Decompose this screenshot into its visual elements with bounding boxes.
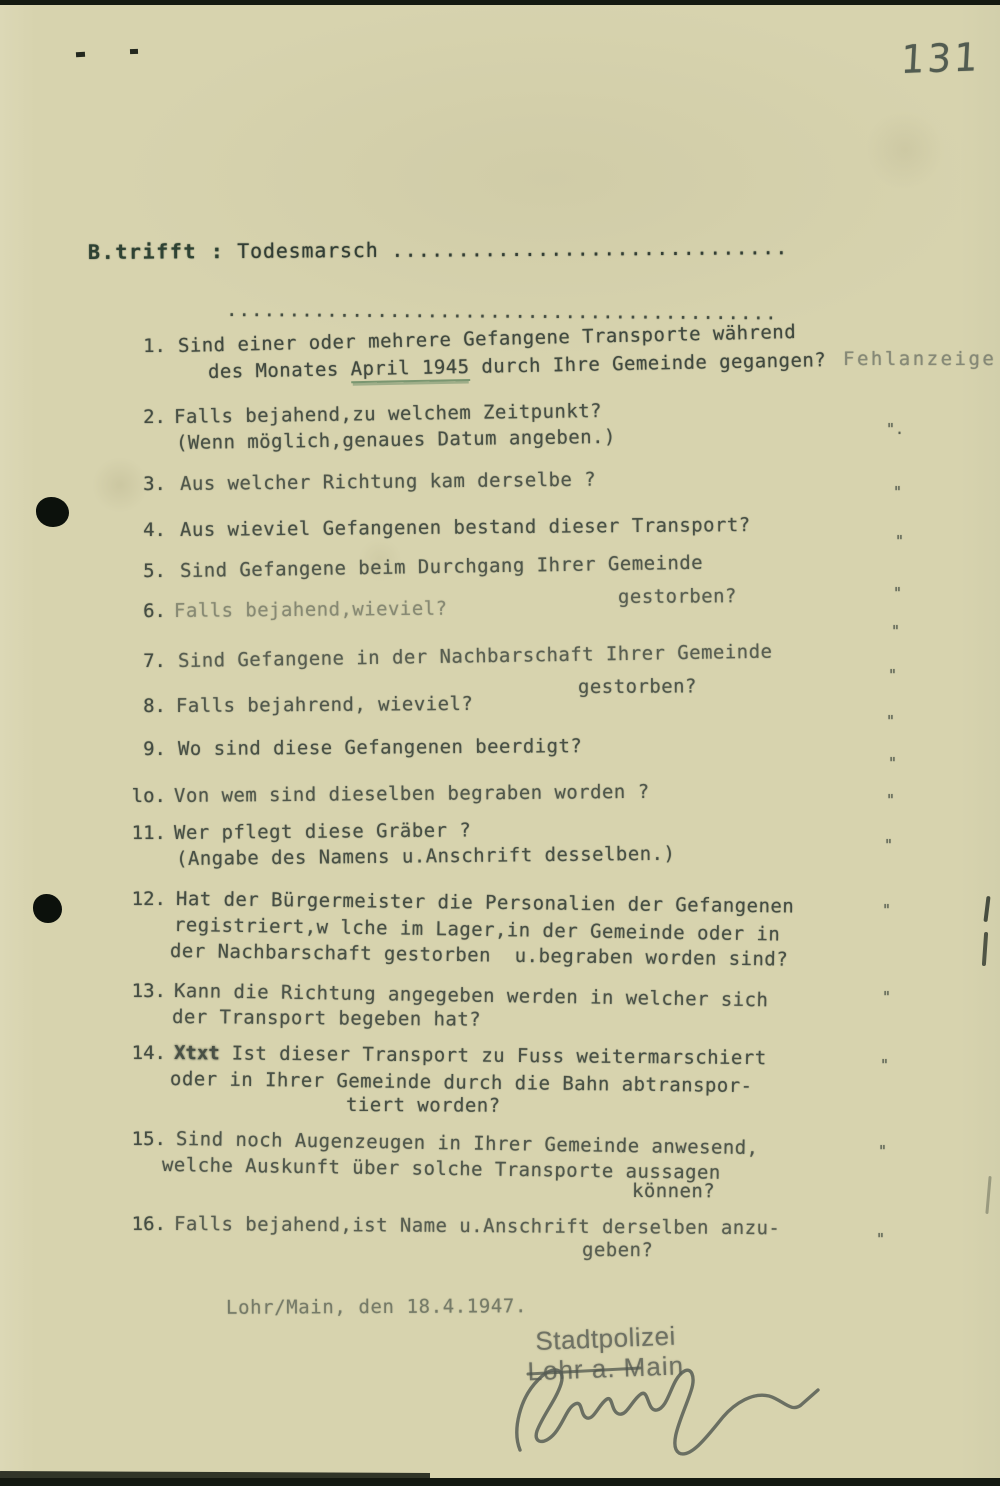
question-line: Von wem sind dieselben begraben worden ?: [173, 780, 650, 807]
question-number: 5.: [143, 560, 166, 582]
question-line: Falls bejahend,zu welchem Zeitpunkt?: [173, 400, 603, 428]
question-line: (Angabe des Namens u.Anschrift desselben.): [175, 842, 676, 870]
question-number: 4.: [143, 519, 166, 541]
stamp-line-1: Stadtpolizei: [534, 1320, 677, 1356]
question-line: Xtxt Ist dieser Transport zu Fuss weitermarschiert: [173, 1042, 767, 1070]
question-line: gestorben?: [577, 675, 697, 698]
ditto-mark: ": [891, 622, 901, 640]
ditto-mark: ": [893, 584, 903, 602]
punch-hole-bottom: [33, 894, 62, 923]
ink-dash: [130, 49, 138, 54]
question-line: Kann die Richtung angegeben werden in welcher sich: [173, 980, 769, 1012]
place-date-line: Lohr/Main, den 18.4.1947.: [225, 1295, 528, 1319]
question-text: [169, 1040, 767, 1118]
question-row: [126, 886, 795, 971]
question-number: 8.: [143, 695, 166, 717]
nil-report-note: Fehlanzeige: [843, 348, 997, 370]
question-text: [174, 693, 473, 719]
question-text: [174, 820, 675, 872]
question-line: Aus wieviel Gefangenen bestand dieser Transport?: [179, 514, 751, 541]
question-text: [174, 468, 597, 497]
question-number: 2.: [143, 406, 166, 428]
question-number: 14.: [131, 1042, 166, 1064]
scan-edge-top: [0, 0, 1000, 5]
ditto-mark: ": [882, 901, 892, 919]
margin-ink-mark: [982, 932, 988, 966]
question-line: Falls bejahend,ist Name u.Anschrift derselben anzu-: [173, 1213, 781, 1240]
ditto-mark: ": [886, 791, 896, 809]
question-row: [126, 736, 582, 762]
question-row: [126, 400, 617, 456]
question-row: [126, 820, 675, 872]
question-line: Wo sind diese Gefangenen beerdigt?: [177, 735, 583, 760]
question-row: [126, 1040, 767, 1118]
page-number: 131: [899, 34, 982, 83]
question-row: [126, 514, 751, 543]
question-number: 16.: [131, 1213, 166, 1235]
question-number: 1.: [143, 335, 166, 357]
police-stamp: [527, 1320, 685, 1387]
question-line: Sind Gefangene in der Nachbarschaft Ihrer Gemeinde: [177, 640, 773, 672]
punch-hole-top: [36, 497, 69, 527]
question-line: Falls bejahend,wieviel?: [173, 597, 448, 622]
question-row: [126, 320, 827, 385]
question-text: [174, 320, 827, 385]
question-line: der Nachbarschaft gestorben u.begraben worden sind?: [169, 940, 789, 971]
question-number: 15.: [131, 1128, 166, 1150]
question-row: [126, 693, 473, 719]
question-row: [126, 780, 650, 809]
ditto-mark: ": [884, 836, 894, 854]
margin-ink-mark: [985, 1176, 991, 1214]
stamp-line-2: Lohr a. Main: [527, 1350, 685, 1387]
question-line: können?: [631, 1180, 716, 1203]
ink-dash: [76, 52, 85, 57]
question-text: [173, 400, 617, 456]
question-line: gestorben?: [617, 585, 737, 608]
ditto-mark: ": [880, 1056, 890, 1074]
subject-line: [88, 235, 789, 264]
question-line: Sind noch Augenzeugen in Ihrer Gemeinde anwesend,: [175, 1128, 759, 1160]
question-text: [171, 978, 769, 1031]
subject-label: B.trifft :: [87, 239, 225, 264]
question-text: [174, 598, 447, 624]
ditto-mark: ": [895, 532, 905, 550]
underlined-text: April 1945: [350, 356, 469, 383]
question-number: 13.: [131, 980, 166, 1002]
question-number: lo.: [131, 785, 166, 807]
question-text: [174, 514, 751, 543]
question-row: [126, 1211, 780, 1263]
scan-edge-bottom-left: [0, 1471, 430, 1482]
ditto-mark: ": [876, 1230, 886, 1248]
question-text: [161, 1126, 759, 1204]
question-line: Sind einer oder mehrere Gefangene Transporte während: [177, 320, 797, 357]
question-line: Hat der Bürgermeister die Personalien der Gefangenen: [175, 888, 795, 918]
struck-out-text: Xtxt: [173, 1042, 220, 1065]
question-line: welche Auskunft über solche Transporte aussagen: [161, 1154, 721, 1184]
question-line: Sind Gefangene beim Durchgang Ihrer Gemeinde: [179, 551, 704, 582]
question-number: 12.: [131, 888, 166, 910]
question-number: 11.: [131, 822, 166, 844]
question-row: [126, 1126, 759, 1204]
question-number: 9.: [143, 738, 166, 760]
question-line: geben?: [581, 1239, 654, 1262]
question-text: [174, 736, 582, 762]
question-number: 7.: [143, 650, 166, 672]
dotted-fill-line-2: ............................................: [225, 299, 778, 325]
question-text: [169, 886, 795, 971]
ditto-mark: ".: [886, 420, 905, 438]
ditto-mark: ": [886, 712, 896, 730]
margin-ink-mark: [983, 896, 990, 922]
question-line: registriert,w lche im Lager,in der Gemeinde oder in: [173, 914, 781, 946]
question-line: (Wenn möglich,genaues Datum angeben.): [175, 425, 617, 454]
ditto-mark: ": [882, 988, 892, 1006]
question-row: [126, 468, 597, 497]
question-line: oder in Ihrer Gemeinde durch die Bahn abtranspor-: [169, 1068, 753, 1098]
question-row: [126, 978, 768, 1030]
question-row: [126, 598, 447, 624]
question-text: [173, 780, 650, 809]
question-line: Aus welcher Richtung kam derselbe ?: [179, 468, 597, 495]
dotted-fill-line: ..............................: [391, 235, 789, 262]
question-number: 6.: [143, 600, 166, 622]
ditto-mark: ": [888, 666, 898, 684]
question-number: 3.: [143, 473, 166, 495]
question-line: der Transport begeben hat?: [171, 1006, 482, 1031]
subject-title: Todesmarsch: [237, 237, 379, 263]
question-line: Falls bejahrend, wieviel?: [175, 692, 474, 717]
ditto-mark: ": [888, 754, 898, 772]
question-line: tiert worden?: [345, 1094, 501, 1117]
question-line: des Monates April 1945 durch Ihre Gemeinde gegangen?: [207, 349, 827, 383]
question-text: [174, 1211, 780, 1263]
ditto-mark: ": [893, 483, 903, 501]
question-line: Wer pflegt diese Gräber ?: [173, 819, 472, 844]
ditto-mark: ": [878, 1142, 888, 1160]
